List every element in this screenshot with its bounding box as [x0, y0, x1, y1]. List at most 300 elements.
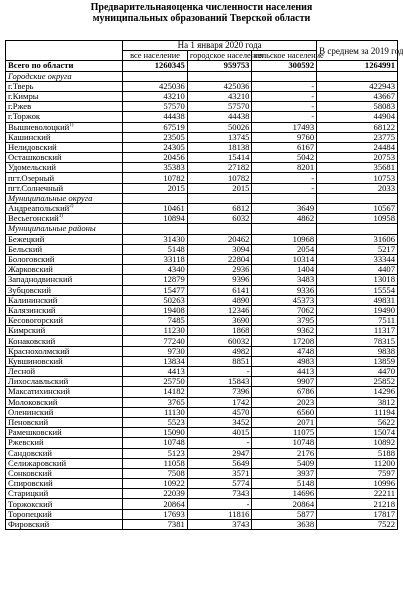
table-row [6, 407, 398, 417]
cell-rural: 6786 [252, 387, 317, 397]
cell-urban: 1742 [187, 397, 252, 407]
cell-average: 5622 [317, 417, 398, 427]
cell-total: 2015 [123, 183, 188, 193]
cell-rural: - [252, 173, 317, 183]
cell-average: 15554 [317, 285, 398, 295]
cell-average: 15074 [317, 428, 398, 438]
cell-urban: 4015 [187, 428, 252, 438]
row-name: Торопецкий [8, 508, 52, 519]
table-row [6, 336, 398, 346]
cell-average: 4470 [317, 367, 398, 377]
table-row [6, 417, 398, 427]
row-name: Лихославльский [8, 376, 69, 387]
cell-total: 50263 [123, 295, 188, 305]
table-row [6, 367, 398, 377]
title-line-1-rest: оценка численности населения [171, 2, 313, 13]
cell-urban: 6812 [187, 204, 252, 214]
table-header [6, 40, 403, 61]
cell-total: 11130 [123, 407, 188, 417]
table-row [6, 173, 398, 183]
cell-urban: 4890 [187, 295, 252, 305]
table-row [6, 142, 398, 152]
row-name-cell [6, 295, 123, 305]
cell-total: 43210 [123, 91, 188, 101]
cell-urban: 1868 [187, 326, 252, 336]
table-row [6, 377, 398, 387]
cell-urban: 4570 [187, 407, 252, 417]
cell-urban: 27182 [187, 163, 252, 173]
row-name-cell [6, 367, 123, 377]
total-all: 1260345 [123, 61, 188, 71]
row-name-cell [6, 397, 123, 407]
row-name-cell [6, 122, 123, 132]
cell-rural: 5877 [252, 509, 317, 519]
cell-rural: 9336 [252, 285, 317, 295]
table-row [6, 489, 398, 499]
cell-average: 4407 [317, 265, 398, 275]
table-row [6, 214, 398, 224]
row-name: Фировский [8, 518, 50, 529]
row-name-cell [6, 377, 123, 387]
title-line-2: муниципальных образований Тверской области [92, 13, 311, 24]
cell-total: 10782 [123, 173, 188, 183]
cell-total: 7381 [123, 519, 188, 529]
cell-urban: 44438 [187, 112, 252, 122]
document-title [0, 2, 403, 24]
cell-urban: 5774 [187, 479, 252, 489]
row-name-cell [6, 81, 123, 91]
cell-total: 14182 [123, 387, 188, 397]
cell-urban: 2947 [187, 448, 252, 458]
cell-urban: 425036 [187, 81, 252, 91]
cell-rural: 11075 [252, 428, 317, 438]
empty-cell [123, 193, 188, 203]
table-row [6, 275, 398, 285]
cell-total: 19408 [123, 305, 188, 315]
cell-urban: 60032 [187, 336, 252, 346]
header-total-population: все население [123, 51, 188, 61]
empty-cell [252, 193, 317, 203]
cell-total: 67519 [123, 122, 188, 132]
cell-rural: 3795 [252, 316, 317, 326]
cell-rural: 3937 [252, 468, 317, 478]
cell-rural: 9362 [252, 326, 317, 336]
cell-total: 10748 [123, 438, 188, 448]
row-name-cell [6, 356, 123, 366]
cell-rural: 17208 [252, 336, 317, 346]
cell-rural: 10748 [252, 438, 317, 448]
row-name-cell [6, 509, 123, 519]
cell-urban: 4982 [187, 346, 252, 356]
table-row [6, 244, 398, 254]
row-name-cell [6, 244, 123, 254]
row-name: Бежецкий [8, 233, 45, 244]
row-name: Ржевский [8, 437, 44, 448]
table-row [6, 254, 398, 264]
row-name-cell [6, 428, 123, 438]
table-row [6, 356, 398, 366]
cell-average: 44904 [317, 112, 398, 122]
row-name-cell [6, 204, 123, 214]
table-row [6, 183, 398, 193]
cell-average: 31606 [317, 234, 398, 244]
cell-rural: 2054 [252, 244, 317, 254]
table-body [6, 61, 398, 530]
cell-rural: 7062 [252, 305, 317, 315]
cell-urban: 6032 [187, 214, 252, 224]
cell-urban: 5649 [187, 458, 252, 468]
cell-urban: 3571 [187, 468, 252, 478]
row-name: Осташковский [8, 152, 62, 163]
table-row [6, 163, 398, 173]
cell-total: 12879 [123, 275, 188, 285]
table-row [6, 519, 398, 529]
table-row [6, 265, 398, 275]
cell-total: 44438 [123, 112, 188, 122]
table-row [6, 326, 398, 336]
cell-total: 24305 [123, 142, 188, 152]
cell-urban: 7343 [187, 489, 252, 499]
row-name: Оленинский [8, 406, 54, 417]
row-name-cell [6, 285, 123, 295]
cell-average: 78315 [317, 336, 398, 346]
row-name: Максатихинский [8, 386, 70, 397]
cell-rural: 4862 [252, 214, 317, 224]
cell-average: 20753 [317, 153, 398, 163]
cell-average: 9838 [317, 346, 398, 356]
cell-rural: - [252, 81, 317, 91]
cell-total: 23505 [123, 132, 188, 142]
row-name-cell [6, 142, 123, 152]
row-name: Весьегонский [8, 213, 59, 224]
section-label: Муниципальные округа [6, 193, 123, 203]
row-name-cell [6, 234, 123, 244]
cell-average: 68122 [317, 122, 398, 132]
footnote-mark: 2) [69, 204, 74, 210]
cell-urban: 9396 [187, 275, 252, 285]
cell-total: 15090 [123, 428, 188, 438]
section-row [6, 193, 398, 203]
cell-urban: 15414 [187, 153, 252, 163]
cell-average: 13018 [317, 275, 398, 285]
row-name: Кимрский [8, 325, 46, 336]
cell-urban: 8851 [187, 356, 252, 366]
cell-urban: 3690 [187, 316, 252, 326]
cell-average: 5188 [317, 448, 398, 458]
cell-average: 17817 [317, 509, 398, 519]
header-rural-population: сельское население [252, 51, 317, 61]
row-name: Калязинский [8, 304, 56, 315]
row-name-cell [6, 448, 123, 458]
footnote-mark: 3) [58, 214, 63, 220]
cell-urban: 12346 [187, 305, 252, 315]
cell-rural: - [252, 91, 317, 101]
row-name: Кувшиновский [8, 355, 63, 366]
row-name-cell [6, 407, 123, 417]
cell-urban: 3452 [187, 417, 252, 427]
cell-rural: 10314 [252, 254, 317, 264]
cell-urban: 22804 [187, 254, 252, 264]
cell-urban: 2936 [187, 265, 252, 275]
table-row [6, 428, 398, 438]
table-row [6, 91, 398, 101]
row-name: Спировский [8, 478, 53, 489]
table-row [6, 285, 398, 295]
table-row [6, 509, 398, 519]
cell-rural: 9907 [252, 377, 317, 387]
table-row [6, 305, 398, 315]
cell-average: 10892 [317, 438, 398, 448]
cell-rural: 10968 [252, 234, 317, 244]
cell-average: 35681 [317, 163, 398, 173]
cell-total: 5148 [123, 244, 188, 254]
row-name: Бельский [8, 243, 43, 254]
row-name: Сонковский [8, 467, 52, 478]
cell-average: 49831 [317, 295, 398, 305]
cell-urban: 18138 [187, 142, 252, 152]
cell-urban: - [187, 499, 252, 509]
header-date: На 1 января 2020 года [123, 41, 317, 51]
cell-rural: 2176 [252, 448, 317, 458]
cell-rural: 5042 [252, 153, 317, 163]
table-row [6, 122, 398, 132]
table-row [6, 448, 398, 458]
cell-average: 33344 [317, 254, 398, 264]
cell-rural: 4748 [252, 346, 317, 356]
row-name: Нелидовский [8, 141, 57, 152]
row-name: Андреапольский [8, 203, 70, 214]
cell-average: 58083 [317, 102, 398, 112]
cell-rural: 4983 [252, 356, 317, 366]
empty-cell [187, 224, 252, 234]
cell-total: 15477 [123, 285, 188, 295]
cell-urban: 3743 [187, 519, 252, 529]
table-row [6, 397, 398, 407]
cell-average: 23775 [317, 132, 398, 142]
row-name-cell [6, 153, 123, 163]
table-row [6, 234, 398, 244]
cell-rural: 14696 [252, 489, 317, 499]
cell-rural: 2071 [252, 417, 317, 427]
row-name: Жарковский [8, 264, 53, 275]
table-row [6, 468, 398, 478]
cell-total: 425036 [123, 81, 188, 91]
empty-cell [317, 224, 398, 234]
row-name-cell [6, 132, 123, 142]
table-row [6, 81, 398, 91]
cell-total: 17693 [123, 509, 188, 519]
cell-total: 31430 [123, 234, 188, 244]
cell-average: 24484 [317, 142, 398, 152]
row-name: Рамешковский [8, 427, 62, 438]
header-urban-population: городское населения [187, 51, 252, 61]
cell-total: 11230 [123, 326, 188, 336]
cell-rural: 9760 [252, 132, 317, 142]
row-name: Кесовогорский [8, 315, 63, 326]
cell-average: 11200 [317, 458, 398, 468]
row-name-cell [6, 305, 123, 315]
cell-rural: 6560 [252, 407, 317, 417]
cell-average: 10567 [317, 204, 398, 214]
cell-average: 19490 [317, 305, 398, 315]
row-name: г.Кимры [8, 91, 39, 102]
row-name: Бологовский [8, 254, 55, 265]
cell-rural: 20864 [252, 499, 317, 509]
row-name: Вышневолоцкий [8, 121, 70, 132]
cell-average: 7511 [317, 316, 398, 326]
cell-total: 35383 [123, 163, 188, 173]
row-name-cell [6, 91, 123, 101]
cell-urban: 11816 [187, 509, 252, 519]
row-name-cell [6, 387, 123, 397]
row-name: пгт.Солнечный [8, 182, 64, 193]
cell-rural: - [252, 102, 317, 112]
cell-urban: 7396 [187, 387, 252, 397]
cell-urban: 2015 [187, 183, 252, 193]
cell-average: 10958 [317, 214, 398, 224]
cell-rural: 8201 [252, 163, 317, 173]
cell-rural: 3638 [252, 519, 317, 529]
cell-average: 3812 [317, 397, 398, 407]
cell-rural: 2023 [252, 397, 317, 407]
table-row [6, 112, 398, 122]
row-name-cell [6, 458, 123, 468]
total-row [6, 61, 398, 71]
header-average: В среднем за 2019 год [317, 41, 398, 61]
cell-rural: 3649 [252, 204, 317, 214]
row-name-cell [6, 489, 123, 499]
cell-average: 7522 [317, 519, 398, 529]
cell-total: 22039 [123, 489, 188, 499]
cell-rural: 4413 [252, 367, 317, 377]
cell-average: 14296 [317, 387, 398, 397]
row-name: Старицкий [8, 488, 49, 499]
cell-average: 22211 [317, 489, 398, 499]
cell-urban: - [187, 438, 252, 448]
cell-rural: - [252, 183, 317, 193]
row-name: г.Торжок [8, 111, 41, 122]
empty-cell [317, 193, 398, 203]
table-row [6, 458, 398, 468]
row-name-cell [6, 265, 123, 275]
cell-rural: 6167 [252, 142, 317, 152]
row-name-cell [6, 254, 123, 264]
total-rural: 300592 [252, 61, 317, 71]
table-row [6, 153, 398, 163]
cell-urban: 15843 [187, 377, 252, 387]
cell-total: 9730 [123, 346, 188, 356]
table-row [6, 132, 398, 142]
section-row [6, 71, 398, 81]
cell-average: 2033 [317, 183, 398, 193]
cell-urban: 20462 [187, 234, 252, 244]
cell-urban: 3094 [187, 244, 252, 254]
cell-rural: 3483 [252, 275, 317, 285]
table-row [6, 102, 398, 112]
row-name: Кашинский [8, 131, 51, 142]
cell-urban: 13745 [187, 132, 252, 142]
row-name-cell [6, 417, 123, 427]
cell-total: 7508 [123, 468, 188, 478]
row-name-cell [6, 479, 123, 489]
row-name-cell [6, 438, 123, 448]
cell-urban: 10782 [187, 173, 252, 183]
cell-total: 5123 [123, 448, 188, 458]
row-name-cell [6, 468, 123, 478]
cell-total: 20864 [123, 499, 188, 509]
row-name: Удомельский [8, 162, 57, 173]
cell-average: 13859 [317, 356, 398, 366]
cell-total: 7485 [123, 316, 188, 326]
row-name-cell [6, 316, 123, 326]
cell-average: 43667 [317, 91, 398, 101]
total-avg: 1264991 [317, 61, 398, 71]
row-name: Пеновский [8, 417, 49, 428]
row-name-cell [6, 183, 123, 193]
cell-total: 25750 [123, 377, 188, 387]
section-row [6, 224, 398, 234]
total-name: Всего по области [6, 61, 123, 71]
row-name-cell [6, 336, 123, 346]
header-empty-cell [6, 41, 123, 61]
table-row [6, 346, 398, 356]
cell-rural: 45373 [252, 295, 317, 305]
cell-total: 10461 [123, 204, 188, 214]
cell-urban: 43210 [187, 91, 252, 101]
population-table [5, 40, 403, 530]
cell-total: 5523 [123, 417, 188, 427]
table-row [6, 204, 398, 214]
cell-rural: - [252, 112, 317, 122]
footnote-mark: 1) [69, 122, 74, 128]
row-name: Селижаровский [8, 457, 67, 468]
row-name-cell [6, 499, 123, 509]
title-bold-word: Предварительная [90, 2, 172, 13]
row-name-cell [6, 326, 123, 336]
cell-urban: 57570 [187, 102, 252, 112]
row-name: Краснохолмский [8, 345, 70, 356]
row-name-cell [6, 275, 123, 285]
table-row [6, 438, 398, 448]
empty-cell [123, 71, 188, 81]
row-name-cell [6, 214, 123, 224]
row-name: Молоковский [8, 396, 58, 407]
table-row [6, 479, 398, 489]
empty-cell [317, 71, 398, 81]
row-name: г.Тверь [8, 80, 34, 91]
cell-rural: 5148 [252, 479, 317, 489]
cell-total: 77240 [123, 336, 188, 346]
section-label: Муниципальные районы [6, 224, 123, 234]
cell-rural: 5409 [252, 458, 317, 468]
empty-cell [252, 224, 317, 234]
row-name-cell [6, 519, 123, 529]
table-row [6, 316, 398, 326]
row-name: Сандовский [8, 447, 53, 458]
section-label: Городские округа [6, 71, 123, 81]
empty-cell [187, 71, 252, 81]
cell-average: 11194 [317, 407, 398, 417]
row-name: Калининский [8, 294, 58, 305]
table-row [6, 295, 398, 305]
total-urban: 959753 [187, 61, 252, 71]
row-name-cell [6, 163, 123, 173]
cell-rural: 17493 [252, 122, 317, 132]
title-line-1 [0, 2, 403, 13]
cell-average: 7597 [317, 468, 398, 478]
cell-average: 25852 [317, 377, 398, 387]
empty-cell [252, 71, 317, 81]
